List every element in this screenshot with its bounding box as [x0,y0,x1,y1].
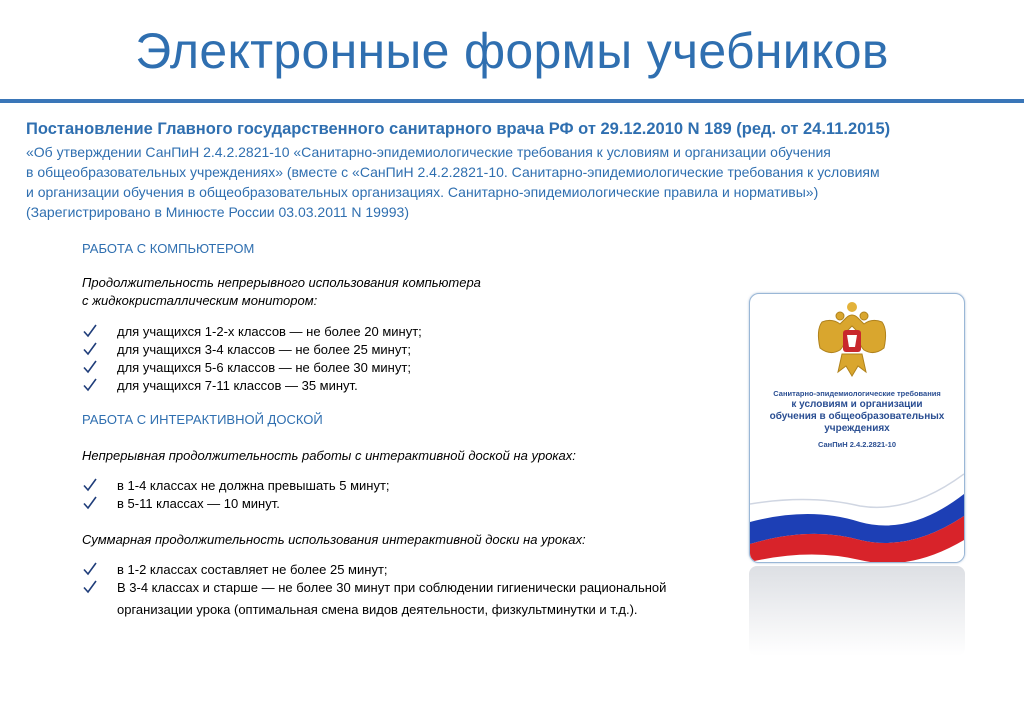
decree-line: (Зарегистрировано в Минюсте России 03.03.2011 N 19993) [26,204,409,220]
board-intro: Непрерывная продолжительность работы с интерактивной доской на уроках: [82,448,576,463]
checkmark-icon [82,341,98,357]
checkmark-icon [82,359,98,375]
list-item [82,477,742,495]
decree-line: «Об утверждении СанПиН 2.4.2.2821-10 «Санитарно-эпидемиологические требования к условиям и организации обучения [26,144,831,160]
book-title-line: обучения в общеобразовательных [769,411,945,422]
list-item [82,579,742,619]
title-divider [0,99,1024,103]
book-title-line: Санитарно-эпидемиологические требования [773,389,941,398]
book-cover [749,293,965,563]
list-item-text: для учащихся 7-11 классов — 35 минут. [117,378,358,393]
list-item [82,341,742,359]
list-item-text: для учащихся 3-4 классов — не более 25 минут; [117,342,411,357]
list-item [82,377,742,395]
decree-block [26,118,1006,222]
board-total-intro: Суммарная продолжительность использования интерактивной доски на уроках: [82,532,586,547]
list-item-text: В 3-4 классах и старше — не более 30 минут при соблюдении гигиенически рациональной [117,580,667,595]
computer-intro-line: Продолжительность непрерывного использования компьютера [82,275,481,290]
computer-section-heading: РАБОТА С КОМПЬЮТЕРОМ [82,241,255,256]
list-item-text: для учащихся 5-6 классов — не более 30 минут; [117,360,411,375]
checkmark-icon [82,477,98,493]
list-item [82,495,742,513]
decree-heading: Постановление Главного государственного санитарного врача РФ от 29.12.2010 N 189 (ред. от 24.11.2015) [26,120,891,138]
book-title [758,389,956,450]
checkmark-icon [82,495,98,511]
board-list [82,477,742,513]
board-section-heading: РАБОТА С ИНТЕРАКТИВНОЙ ДОСКОЙ [82,412,323,427]
computer-intro [82,274,742,310]
russian-flag-ribbon [750,444,964,562]
board-total-list [82,561,742,619]
list-item [82,323,742,341]
list-item-text: организации урока (оптимальная смена видов деятельности, физкультминутки и т.д.). [117,602,638,617]
list-item-text: для учащихся 1-2-х классов — не более 20 минут; [117,324,422,339]
checkmark-icon [82,323,98,339]
page-title: Электронные формы учебников [135,23,889,79]
computer-list [82,323,742,395]
list-item [82,561,742,579]
requirements-content [82,240,742,619]
coat-of-arms-icon [812,300,892,380]
book-reflection [749,566,965,656]
list-item-text: в 5-11 классах — 10 минут. [117,496,280,511]
book-title-line: учреждениях [824,423,890,434]
checkmark-icon [82,579,98,595]
computer-intro-line: с жидкокристаллическим монитором: [82,293,318,308]
list-item [82,359,742,377]
checkmark-icon [82,377,98,393]
book-code: СанПиН 2.4.2.2821-10 [818,440,896,449]
decree-description [26,142,1006,222]
decree-line: в общеобразовательных учреждениях» (вместе с «СанПиН 2.4.2.2821-10. Санитарно-эпидемиологические требования к условиям [26,164,880,180]
checkmark-icon [82,561,98,577]
list-item-text: в 1-4 классах не должна превышать 5 минут; [117,478,390,493]
decree-line: и организации обучения в общеобразовательных организациях. Санитарно-эпидемиологические правила и нормативы») [26,184,819,200]
list-item-text: в 1-2 классах составляет не более 25 минут; [117,562,388,577]
book-title-line: к условиям и организации [791,399,923,410]
sanpin-book-cover [749,293,965,563]
